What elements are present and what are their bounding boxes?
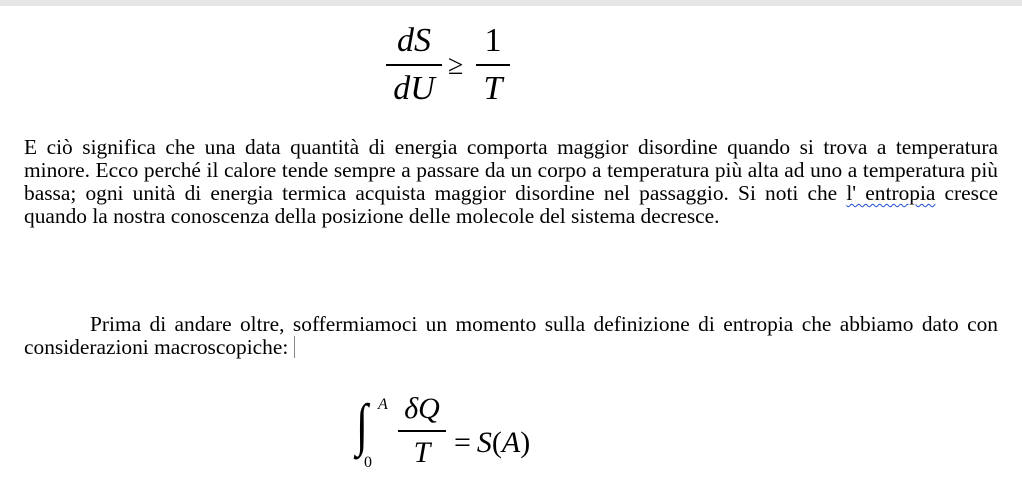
function-argument: A <box>501 426 521 459</box>
fraction-ds-du <box>386 24 442 106</box>
equation-right-side <box>454 426 530 460</box>
integral-lower-limit: 0 <box>364 454 372 471</box>
paragraph-text: cresce quando la nostra conoscenza della posizione delle molecole del sistema decresce. <box>24 181 998 228</box>
integral-upper-limit: A <box>378 396 388 413</box>
text-cursor <box>294 336 295 358</box>
equation-entropy-integral <box>356 392 596 482</box>
fraction-bar <box>386 64 442 66</box>
window-top-edge <box>0 0 1022 6</box>
fraction-one-over-t <box>476 24 510 106</box>
paragraph-text: Prima di andare oltre, soffermiamoci un momento sulla definizione di entropia che abbiamo dato con considerazioni macroscopiche: <box>24 312 998 359</box>
equals-sign: = <box>454 426 471 459</box>
fraction-denominator: T <box>413 435 431 469</box>
paragraph-entropy-temperature[interactable] <box>24 136 998 228</box>
open-parenthesis: ( <box>491 426 502 459</box>
fraction-numerator: 1 <box>484 22 502 59</box>
equation-entropy-inequality <box>384 16 524 108</box>
spellcheck-flagged-word[interactable]: l' entropia <box>846 181 936 205</box>
fraction-numerator: δQ <box>404 392 440 425</box>
close-parenthesis: ) <box>520 426 531 459</box>
fraction-numerator: dS <box>397 22 431 59</box>
fraction-denominator: T <box>483 69 503 107</box>
fraction-bar <box>476 64 510 66</box>
paragraph-macroscopic-definition[interactable] <box>24 313 998 359</box>
fraction-dq-over-t <box>398 394 446 468</box>
fraction-bar <box>398 430 446 432</box>
paragraph-text: E ciò significa che una data quantità di energia comporta maggior disordine quando si trova a temperatura minore. Ecco perché il calore tende sempre a passare da un corpo a temperatura più alta ad uno a temperatura più bassa; ogni unità di energia termica acquista maggior disordine nel passaggio. Si noti che <box>24 135 998 205</box>
greater-equal-sign: ≥ <box>448 50 464 81</box>
fraction-denominator: dU <box>393 69 435 107</box>
integral-sign: ∫ <box>356 392 368 457</box>
function-name: S <box>476 426 492 459</box>
